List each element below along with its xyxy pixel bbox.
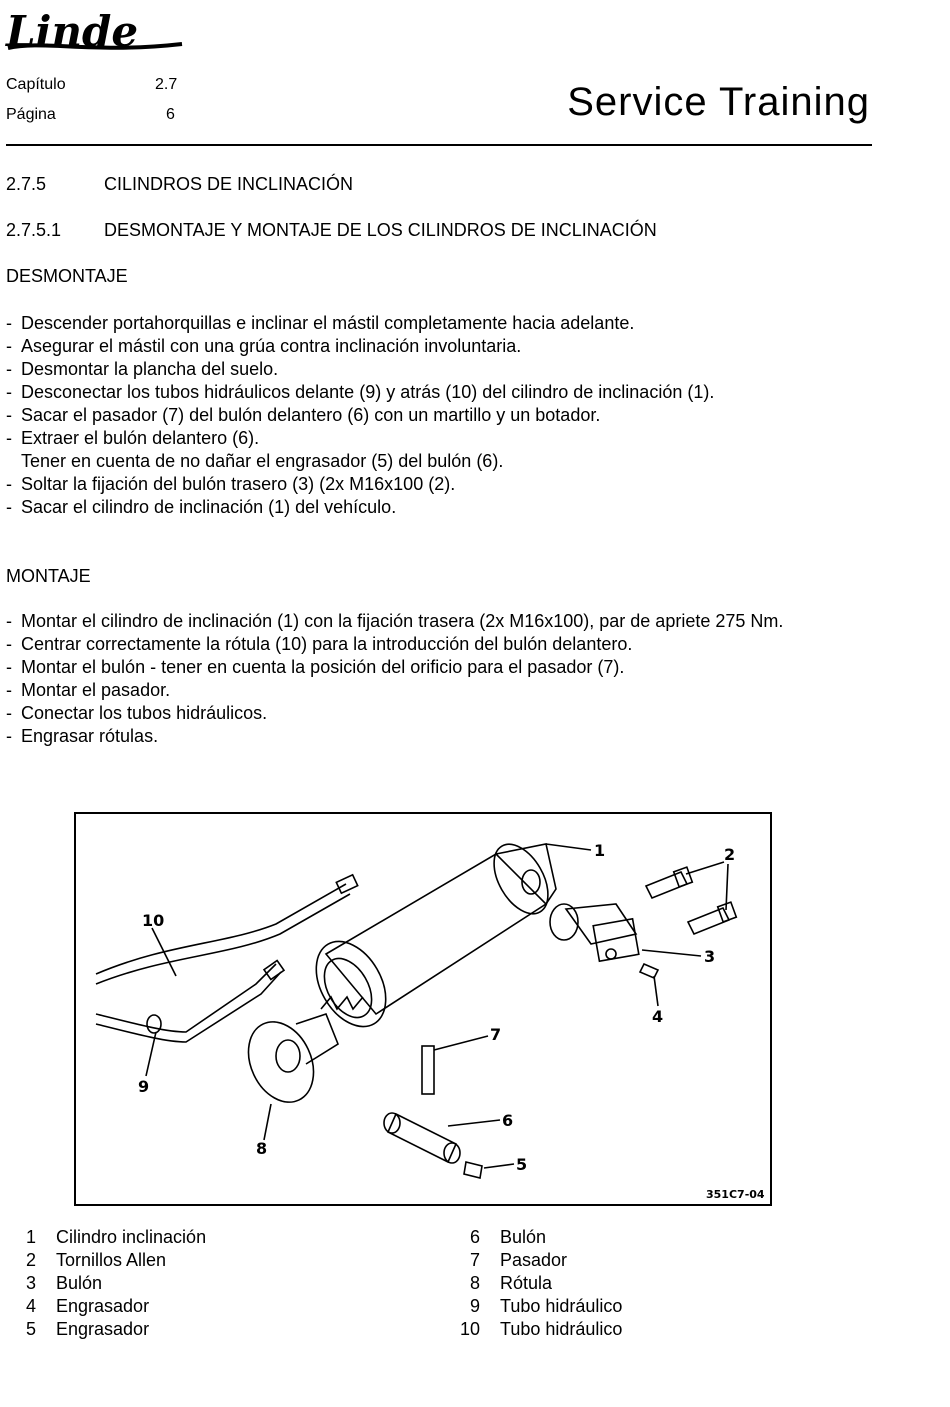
legend-item: 10 Tubo hidráulico <box>459 1319 623 1339</box>
assembly-steps <box>6 610 783 748</box>
subsection-title: DESMONTAJE Y MONTAJE DE LOS CILINDROS DE INCLINACIÓN <box>104 220 657 240</box>
list-item: - Montar el bulón - tener en cuenta la posición del orificio para el pasador (7). <box>6 657 625 677</box>
callout-2: 2 <box>724 845 736 864</box>
legend-item: 9 Tubo hidráulico <box>469 1296 623 1316</box>
legend-item: 3 Bulón <box>25 1273 103 1293</box>
list-item: - Soltar la fijación del bulón trasero (3) (2x M16x100 (2). <box>6 474 456 494</box>
list-item: - Asegurar el mástil con una grúa contra inclinación involuntaria. <box>6 336 522 356</box>
callout-8: 8 <box>256 1139 268 1158</box>
legend-item: 4 Engrasador <box>25 1296 150 1316</box>
linde-logo <box>4 4 186 56</box>
subsection-number: 2.7.5.1 <box>6 220 62 240</box>
legend-item: 1 Cilindro inclinación <box>25 1227 207 1247</box>
callout-7: 7 <box>490 1025 502 1044</box>
list-item: - Conectar los tubos hidráulicos. <box>6 703 268 723</box>
list-item: - Desconectar los tubos hidráulicos delante (9) y atrás (10) del cilindro de inclinación (1). <box>6 382 715 402</box>
page-title: Service Training <box>567 80 870 124</box>
list-item: - Centrar correctamente la rótula (10) para la introducción del bulón delantero. <box>6 634 633 654</box>
callout-1: 1 <box>594 841 606 860</box>
legend-item: 5 Engrasador <box>25 1319 150 1339</box>
callout-6: 6 <box>502 1111 514 1130</box>
subsection-heading <box>6 220 657 241</box>
list-item: - Engrasar rótulas. <box>6 726 159 746</box>
legend-item: 2 Tornillos Allen <box>25 1250 167 1270</box>
list-item: - Descender portahorquillas e inclinar el mástil completamente hacia adelante. <box>6 313 635 333</box>
callout-9: 9 <box>138 1077 150 1096</box>
list-item: - Montar el pasador. <box>6 680 171 700</box>
callout-10: 10 <box>142 911 165 930</box>
disassembly-heading: DESMONTAJE <box>6 266 128 286</box>
callout-5: 5 <box>516 1155 528 1174</box>
section-title: CILINDROS DE INCLINACIÓN <box>104 174 354 194</box>
section-heading <box>6 174 353 195</box>
list-item: - Sacar el pasador (7) del bulón delantero (6) con un martillo y un botador. <box>6 405 601 425</box>
callout-3: 3 <box>704 947 716 966</box>
legend-right <box>450 1226 622 1341</box>
diagram-svg <box>76 814 770 1204</box>
disassembly-steps <box>6 312 714 519</box>
chapter-value: 2.7 <box>155 76 178 93</box>
assembly-heading: MONTAJE <box>6 566 91 586</box>
page-label: Página <box>6 106 56 123</box>
legend-left <box>6 1226 206 1341</box>
list-item: Tener en cuenta de no dañar el engrasador (5) del bulón (6). <box>21 451 504 471</box>
callout-4: 4 <box>652 1007 664 1026</box>
list-item: - Extraer el bulón delantero (6). <box>6 428 260 448</box>
legend-item: 6 Bulón <box>469 1227 547 1247</box>
page-value: 6 <box>166 106 175 123</box>
list-item: - Sacar el cilindro de inclinación (1) del vehículo. <box>6 497 397 517</box>
header-rule <box>6 144 872 146</box>
legend-item: 8 Rótula <box>469 1273 553 1293</box>
chapter-label: Capítulo <box>6 76 66 93</box>
logo-text: Linde <box>6 7 139 56</box>
list-item: - Desmontar la plancha del suelo. <box>6 359 279 379</box>
figure-code: 351C7-04 <box>706 1188 765 1201</box>
list-item: - Montar el cilindro de inclinación (1) con la fijación trasera (2x M16x100), par de apriete 275 Nm. <box>6 611 784 631</box>
legend-item: 7 Pasador <box>469 1250 568 1270</box>
exploded-diagram <box>74 812 772 1206</box>
section-number: 2.7.5 <box>6 174 47 194</box>
